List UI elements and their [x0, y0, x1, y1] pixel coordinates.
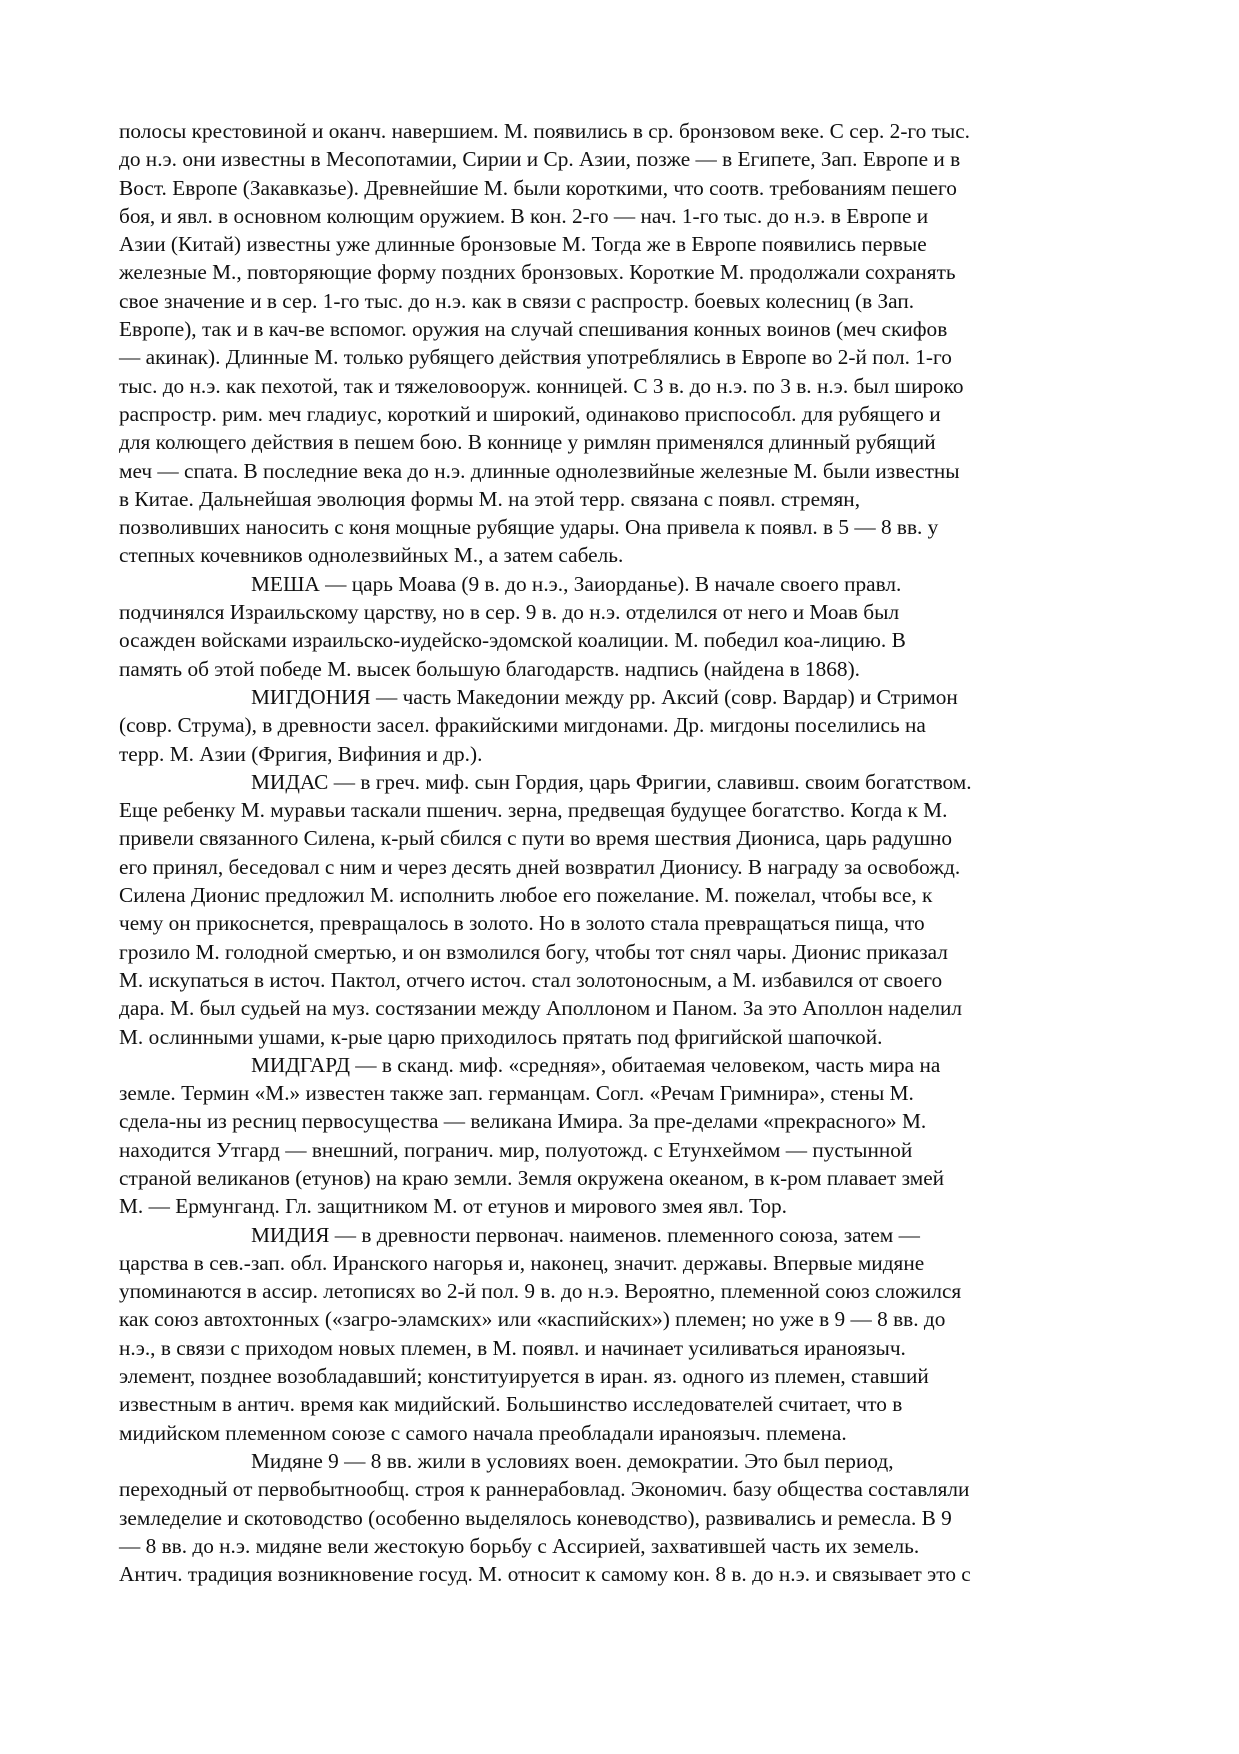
- text-line: осажден войсками израильско-иудейско-эдомской коалиции. М. победил коа-лицию. В: [119, 628, 906, 653]
- document-page: [119, 117, 1127, 1588]
- text-line: находится Утгард — внешний, погранич. мир, полуотожд. с Етунхеймом — пустынной: [119, 1137, 913, 1162]
- text-line: привели связанного Силена, к-рый сбился с пути во время шествия Диониса, царь радушно: [119, 826, 953, 851]
- text-line: позволивших наносить с коня мощные рубящие удары. Она привела к появл. в 5 — 8 вв. у: [119, 515, 939, 540]
- entry-heading-line: МИДГАРД — в сканд. миф. «средняя», обитаемая человеком, часть мира на: [251, 1052, 941, 1077]
- text-line: М. искупаться в источ. Пактол, отчего источ. стал золотоносным, а М. избавился от своего: [119, 967, 943, 992]
- text-line: сдела-ны из ресниц первосущества — великана Имира. За пре-делами «прекрасного» М.: [119, 1109, 927, 1134]
- text-line: дара. М. был судьей на муз. состязании между Аполлоном и Паном. За это Аполлон наделил: [119, 996, 962, 1021]
- text-line: распростр. рим. меч гладиус, короткий и широкий, одинаково приспособл. для рубящего и: [119, 401, 941, 426]
- text-line: подчинялся Израильскому царству, но в сер. 9 в. до н.э. отделился от него и Моав был: [119, 600, 900, 625]
- text-line: страной великанов (етунов) на краю земли. Земля окружена океаном, в к-ром плавает змей: [119, 1165, 945, 1190]
- entry-heading-line: МЕША — царь Моава (9 в. до н.э., Заиорданье). В начале своего правл.: [251, 571, 902, 596]
- text-line: Антич. традиция возникновение госуд. М. относит к самому кон. 8 в. до н.э. и связывает это с: [119, 1562, 971, 1587]
- text-line: земле. Термин «М.» известен также зап. германцам. Согл. «Речам Гримнира», стены М.: [119, 1081, 914, 1106]
- text-line: тыс. до н.э. как пехотой, так и тяжеловооруж. конницей. С 3 в. до н.э. по 3 в. н.э. был широко: [119, 373, 964, 398]
- paragraph-first-line: Мидяне 9 — 8 вв. жили в условиях воен. демократии. Это был период,: [251, 1448, 894, 1473]
- text-line: царства в сев.-зап. обл. Иранского нагорья и, наконец, значит. державы. Впервые мидяне: [119, 1250, 925, 1275]
- text-line: — 8 вв. до н.э. мидяне вели жестокую борьбу с Ассирией, захватившей часть их земель.: [119, 1533, 920, 1558]
- text-line: память об этой победе М. высек большую благодарств. надпись (найдена в 1868).: [119, 656, 860, 681]
- text-line: н.э., в связи с приходом новых племен, в М. появл. и начинает усиливаться ираноязыч.: [119, 1335, 906, 1360]
- entry-migdonia: [119, 683, 1127, 768]
- text-line: упоминаются в ассир. летописях во 2-й пол. 9 в. до н.э. Вероятно, племенной союз сложился: [119, 1279, 962, 1304]
- text-line: Европе), так и в кач-ве вспомог. оружия на случай спешивания конных воинов (меч скифов: [119, 317, 948, 342]
- text-line: для колющего действия в пешем бою. В коннице у римлян применялся длинный рубящий: [119, 430, 936, 455]
- text-line: до н.э. они известны в Месопотамии, Сирии и Ср. Азии, позже — в Египете, Зап. Европе и в: [119, 147, 961, 172]
- text-line: полосы крестовиной и оканч. навершием. М. появились в ср. бронзовом веке. С сер. 2-го тыс.: [119, 119, 970, 143]
- text-line: как союз автохтонных («загро-эламских» или «каспийских») племен; но уже в 9 — 8 вв. до: [119, 1307, 946, 1332]
- text-line: грозило М. голодной смертью, и он взмолился богу, чтобы тот снял чары. Дионис приказал: [119, 939, 948, 964]
- entry-midia: [119, 1221, 1127, 1447]
- entry-heading-line: МИДАС — в греч. миф. сын Гордия, царь Фригии, славивш. своим богатством.: [251, 769, 972, 794]
- text-line: мидийском племенном союзе с самого начала преобладали ираноязыч. племена.: [119, 1420, 847, 1445]
- entry-midas: [119, 768, 1127, 1051]
- text-line: М. ослинными ушами, к-рые царю приходилось прятать под фригийской шапочкой.: [119, 1024, 883, 1049]
- paragraph-sword: [119, 117, 1127, 570]
- text-line: Еще ребенку М. муравьи таскали пшенич. зерна, предвещая будущее богатство. Когда к М.: [119, 798, 948, 823]
- text-line: степных кочевников однолезвийных М., а затем сабель.: [119, 543, 624, 568]
- text-line: земледелие и скотоводство (особенно выделялось коневодство), развивались и ремесла. В 9: [119, 1505, 952, 1530]
- entry-mesha: [119, 570, 1127, 683]
- text-line: терр. М. Азии (Фригия, Вифиния и др.).: [119, 741, 483, 766]
- text-line: железные М., повторяющие форму поздних бронзовых. Короткие М. продолжали сохранять: [119, 260, 956, 285]
- text-line: меч — спата. В последние века до н.э. длинные однолезвийные железные М. были известны: [119, 458, 960, 483]
- text-line: боя, и явл. в основном колющим оружием. В кон. 2-го — нач. 1-го тыс. до н.э. в Европе и: [119, 203, 929, 228]
- text-line: Силена Дионис предложил М. исполнить любое его пожелание. М. пожелал, чтобы все, к: [119, 883, 933, 908]
- text-line: Азии (Китай) известны уже длинные бронзовые М. Тогда же в Европе появились первые: [119, 232, 927, 257]
- text-line: (совр. Струма), в древности засел. фракийскими мигдонами. Др. мигдоны поселились на: [119, 713, 926, 738]
- text-line: известным в антич. время как мидийский. Большинство исследователей считает, что в: [119, 1392, 903, 1417]
- text-line: — акинак). Длинные М. только рубящего действия употреблялись в Европе во 2-й пол. 1-го: [119, 345, 952, 370]
- text-line: в Китае. Дальнейшая эволюция формы М. на этой терр. связана с появл. стремян,: [119, 486, 861, 511]
- entry-heading-line: МИГДОНИЯ — часть Македонии между рр. Аксий (совр. Вардар) и Стримон: [251, 684, 958, 709]
- text-line: его принял, беседовал с ним и через десять дней возвратил Дионису. В награду за освобожд.: [119, 854, 961, 879]
- text-line: М. — Ермунганд. Гл. защитником М. от етунов и мирового змея явл. Тор.: [119, 1194, 787, 1219]
- text-line: чему он прикоснется, превращалось в золото. Но в золото стала превращаться пища, что: [119, 911, 925, 936]
- entry-midgard: [119, 1051, 1127, 1221]
- paragraph-midyane: [119, 1447, 1127, 1588]
- entry-heading-line: МИДИЯ — в древности первонач. наименов. племенного союза, затем —: [251, 1222, 920, 1247]
- text-line: свое значение и в сер. 1-го тыс. до н.э. как в связи с распростр. боевых колесниц (в Зап.: [119, 288, 915, 313]
- text-line: Вост. Европе (Закавказье). Древнейшие М. были короткими, что соотв. требованиям пешего: [119, 175, 957, 200]
- text-line: элемент, позднее возобладавший; конституируется в иран. яз. одного из племен, ставший: [119, 1364, 929, 1389]
- text-line: переходный от первобытнообщ. строя к раннерабовлад. Экономич. базу общества составляли: [119, 1477, 970, 1502]
